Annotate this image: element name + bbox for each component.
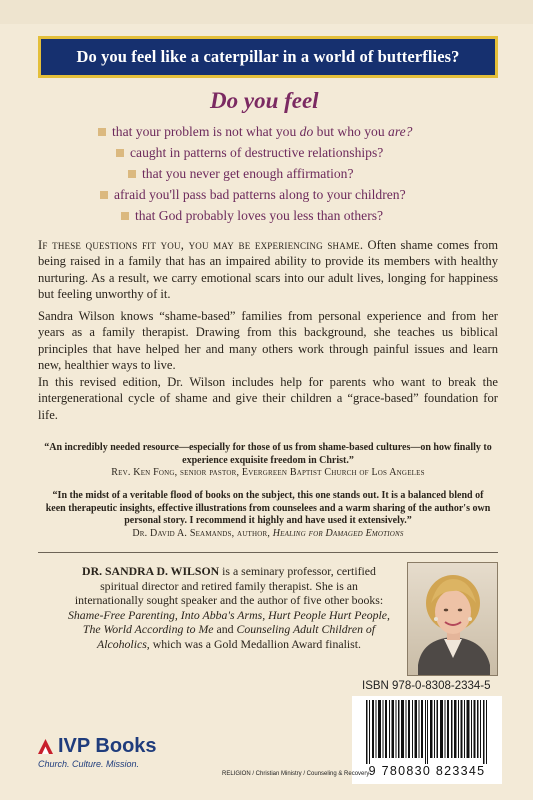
headline-banner [38,36,498,78]
question-text: afraid you'll pass bad patterns along to your children? [114,187,406,202]
question-text: that your problem is not what you do but who you are? [112,124,413,139]
isbn-label: ISBN 978-0-8308-2334-5 [362,680,491,692]
question-text: that God probably loves you less than others? [135,208,384,223]
questions-heading: Do you feel [210,88,319,113]
question-item [121,208,383,224]
barcode [352,696,502,784]
body-paragraph-2: Sandra Wilson knows “shame-based” families from personal experience and from her years as a family therapist. Drawing from this background, she teaches us biblical principles that have helped her and many others work through painful issues and learn new, healthier ways to live. [38,309,498,372]
question-text: that you never get enough affirmation? [142,166,354,181]
square-bullet-icon [98,128,106,136]
question-item [98,124,412,140]
endorsement-quote: “An incredibly needed resource—especially for those of us from shame-based cultures—on how finally to experience exquisite freedom in Christ.” [44,442,492,466]
divider [38,552,498,553]
square-bullet-icon [128,170,136,178]
publisher-name: IVP Books [58,735,157,757]
question-text: caught in patterns of destructive relationships? [130,145,384,160]
endorsement-quote: “In the midst of a veritable flood of books on the subject, this one stands out. It is a balanced blend of keen therapeutic insights, effective illustrations from counselees and a warm sharing of the author's own personal story. I recommend it highly and have used it extensively.” [45,490,491,527]
barcode-digits: 9 780830 823345 [368,764,486,778]
banner-text: Do you feel like a caterpillar in a world of butterflies? [76,47,460,66]
endorsement-attribution: Rev. Ken Fong, senior pastor, Evergreen Baptist Church of Los Angeles [111,467,425,478]
question-item [128,166,354,182]
question-item [116,145,383,161]
author-photo [407,562,498,676]
square-bullet-icon [116,149,124,157]
barcode-bars-icon [352,696,502,764]
endorsement-attribution: Dr. David A. Seamands, author, Healing for Damaged Emotions [132,528,404,539]
publisher-tagline: Church. Culture. Mission. [38,759,140,769]
publisher-logo [36,735,157,769]
ivp-mark-icon [36,737,55,756]
square-bullet-icon [100,191,108,199]
top-strip [0,0,533,24]
square-bullet-icon [121,212,129,220]
body-paragraph-1: If these questions fit you, you may be experiencing shame. Often shame comes from being raised in a family that has an impaired ability to provide its members with healthy nurturing. As a result, we carry emotional scars into our adult lives, longing for happiness but feeling unworthy of it. [38,238,498,301]
category-label: RELIGION / Christian Ministry / Counseling & Recovery [222,771,370,777]
author-bio: DR. SANDRA D. WILSON is a seminary professor, certified spiritual director and retired family therapist. She is an internationally sought speaker and the author of five other books: Shame-Free Parenting, Into Abba's Arms, Hurt People Hurt People, The World According to Me and Counseling Adult Children of Alcoholics, which was a Gold Medallion Award finalist. [68,564,390,651]
body-paragraph-3: In this revised edition, Dr. Wilson includes help for parents who want to break the intergenerational cycle of shame and give their children a “grace-based” foundation for life. [38,375,498,422]
question-item [100,187,406,203]
